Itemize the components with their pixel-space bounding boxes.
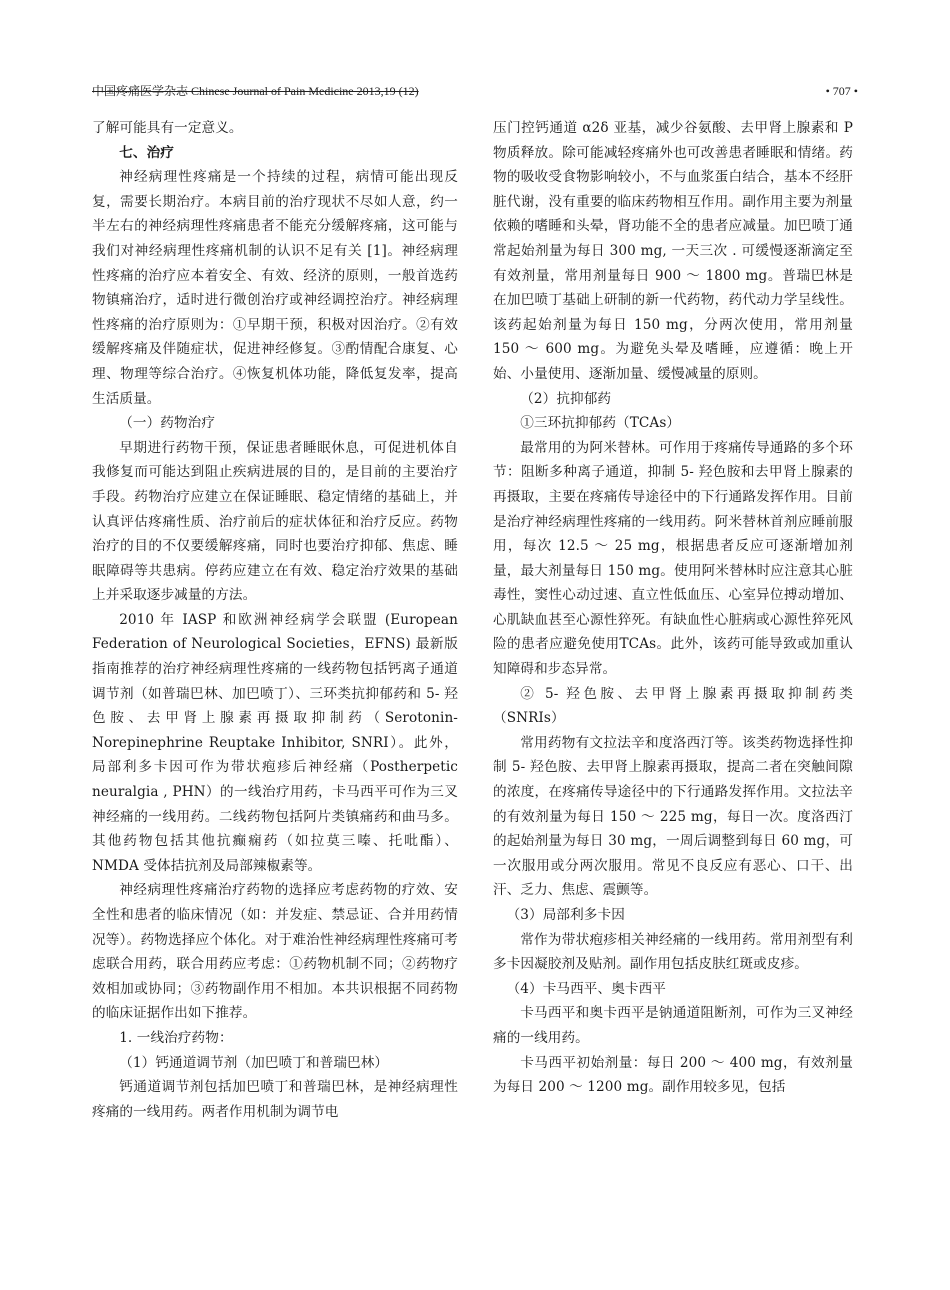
subsection-heading: （1）钙通道调节剂（加巴喷丁和普瑞巴林） <box>119 1054 389 1071</box>
subsection-heading: （3）局部利多卡因 <box>506 907 625 923</box>
left-column <box>92 116 458 1124</box>
subsection-heading: ② 5- 羟色胺、去甲肾上腺素再摄取抑制药类（SNRIs） <box>493 685 853 727</box>
subsection-heading: ①三环抗抑郁药（TCAs） <box>520 415 681 432</box>
page-number: • 707 • <box>825 84 858 98</box>
paragraph: 卡马西平和奥卡西平是钠通道阻断剂，可作为三叉神经痛的一线用药。 <box>493 1005 853 1046</box>
section-heading: 七、治疗 <box>119 144 174 161</box>
paragraph: 最常用的为阿米替林。可作用于疼痛传导通路的多个环节：阻断多种离子通道，抑制 5- 羟色胺和去甲肾上腺素的再摄取，主要在疼痛传导途径中的下行通路发挥作用。目前是治疗神经病理性疼痛的一线用药。阿米替林首剂应睡前服用，每次 12.5 ～ 25 mg，根据患者反应可逐渐增加剂量，最大剂量每日 150 mg。使用阿米替林时应注意其心脏毒性，窦性心动过速、直立性低血压、心室异位搏动增加、心肌缺血甚至心源性猝死。有缺血性心脏病或心源性猝死风险的患者应避免使用TCAs。此外，该药可能导致或加重认知障碍和步态异常。 <box>493 439 853 678</box>
subsection-heading: （2）抗抑郁药 <box>520 390 612 407</box>
paragraph: 压门控钙通道 α2δ 亚基，减少谷氨酸、去甲肾上腺素和 P 物质释放。除可能减轻疼痛外也可改善患者睡眠和情绪。药物的吸收受食物影响较小，不与血浆蛋白结合，基本不经肝脏代谢，没有重要的临床药物相互作用。副作用主要为剂量依赖的嗜睡和头晕，肾功能不全的患者应减量。加巴喷丁通常起始剂量为每日 300 mg, 一天三次 . 可缓慢逐渐滴定至有效剂量，常用剂量每日 900 ～ 1800 mg。普瑞巴林是在加巴喷丁基础上研制的新一代药物，药代动力学呈线性。该药起始剂量为每日 150 mg，分两次使用，常用剂量 150 ～ 600 mg。为避免头晕及嗜睡，应遵循：晚上开始、小量使用、逐渐加量、缓慢减量的原则。 <box>493 120 853 382</box>
paragraph: 2010 年 IASP 和欧洲神经病学会联盟 (European Federation of Neurological Societies，EFNS) 最新版指南推荐的治疗神经病理性疼痛的一线药物包括钙离子通道调节剂（如普瑞巴林、加巴喷丁）、三环类抗抑郁药和 5- 羟色胺、去甲肾上腺素再摄取抑制药（Serotonin-Norepinephrine Reuptake Inhibitor, SNRI）。此外，局部利多卡因可作为带状疱疹后神经痛（Postherpetic neuralgia , PHN）的一线治疗用药，卡马西平可作为三叉神经痛的一线用药。二线药物包括阿片类镇痛药和曲马多。其他药物包括其他抗癫痫药（如拉莫三嗪、托吡酯）、NMDA 受体拮抗剂及局部辣椒素等。 <box>92 611 458 874</box>
paragraph: 钙通道调节剂包括加巴喷丁和普瑞巴林，是神经病理性疼痛的一线用药。两者作用机制为调节电 <box>92 1079 458 1120</box>
paragraph: 神经病理性疼痛治疗药物的选择应考虑药物的疗效、安全性和患者的临床情况（如：并发症、禁忌证、合并用药情况等）。药物选择应个体化。对于难治性神经病理性疼痛可考虑联合用药，联合用药应考虑：①药物机制不同；②药物疗效相加或协同；③药物副作用不相加。本共识根据不同药物的临床证据作出如下推荐。 <box>92 882 458 1022</box>
paragraph: 神经病理性疼痛是一个持续的过程，病情可能出现反复，需要长期治疗。本病目前的治疗现状不尽如人意，约一半左右的神经病理性疼痛患者不能充分缓解疼痛，这可能与我们对神经病理性疼痛机制的认识不足有关 [1]。神经病理性疼痛的治疗应本着安全、有效、经济的原则，一般首选药物镇痛治疗，适时进行微创治疗或神经调控治疗。神经病理性疼痛的治疗原则为：①早期干预，积极对因治疗。②有效缓解疼痛及伴随症状，促进神经修复。③酌情配合康复、心理、物理等综合治疗。④恢复机体功能，降低复发率，提高生活质量。 <box>92 169 458 407</box>
subsection-heading: （一）药物治疗 <box>119 415 216 432</box>
subsection-heading: （4）卡马西平、奥卡西平 <box>506 980 666 997</box>
subsection-heading: 1. 一线治疗药物： <box>119 1029 233 1046</box>
right-column <box>493 116 853 1100</box>
running-header <box>92 82 858 102</box>
paragraph: 了解可能具有一定意义。 <box>92 120 243 136</box>
paragraph: 常用药物有文拉法辛和度洛西汀等。该类药物选择性抑制 5- 羟色胺、去甲肾上腺素再摄取，提高二者在突触间隙的浓度，在疼痛传导途径中的下行通路发挥作用。文拉法辛的有效剂量为每日 150 ～ 225 mg，每日一次。度洛西汀的起始剂量为每日 30 mg，一周后调整到每日 60 mg，可一次服用或分两次服用。常见不良反应有恶心、口干、出汗、乏力、焦虑、震颤等。 <box>493 734 853 899</box>
paragraph: 早期进行药物干预，保证患者睡眠休息，可促进机体自我修复而可能达到阻止疾病进展的目的，是目前的主要治疗手段。药物治疗应建立在保证睡眠、稳定情绪的基础上，并认真评估疼痛性质、治疗前后的症状体征和治疗反应。药物治疗的目的不仅要缓解疼痛，同时也要治疗抑郁、焦虑、睡眠障碍等共患病。停药应建立在有效、稳定治疗效果的基础上并采取逐步减量的方法。 <box>92 439 458 604</box>
paragraph: 卡马西平初始剂量：每日 200 ～ 400 mg，有效剂量为每日 200 ～ 1200 mg。副作用较多见，包括 <box>493 1054 853 1096</box>
paragraph: 常作为带状疱疹相关神经痛的一线用药。常用剂型有利多卡因凝胶剂及贴剂。副作用包括皮肤红斑或皮疹。 <box>493 931 853 973</box>
journal-citation: 中国疼痛医学杂志 Chinese Journal of Pain Medicine 2013,19 (12) <box>92 84 419 98</box>
